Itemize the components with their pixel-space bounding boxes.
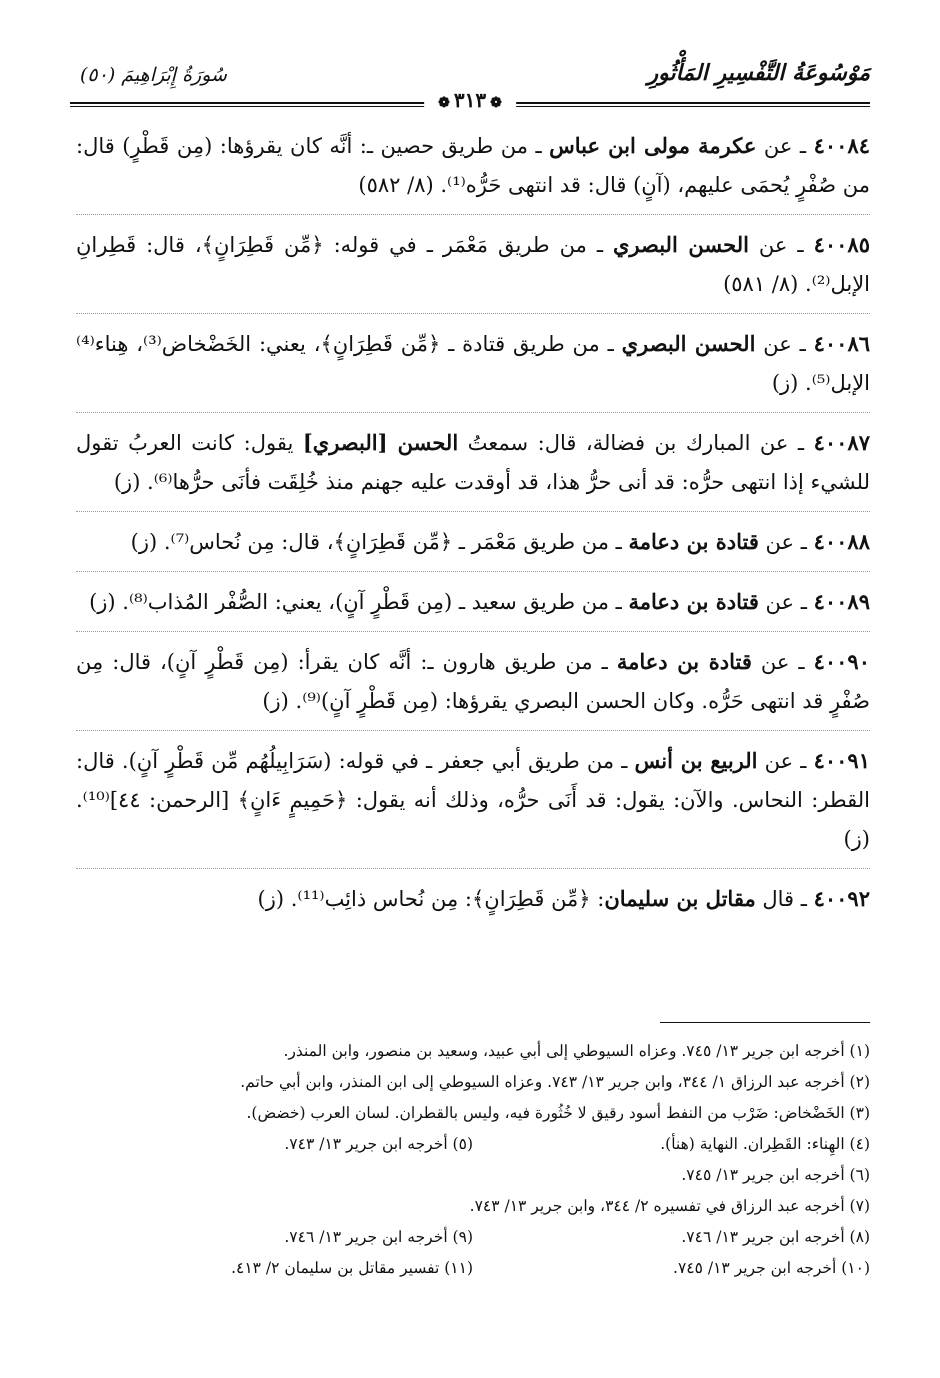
entry-text: : ﴿مِّن قَطِرَانٍ﴾: مِن نُحاس ذائِب⁽¹¹⁾. (ز) (257, 887, 605, 911)
entry-prefix: ـ عن (748, 233, 804, 257)
footnote: (٢) أخرجه عبد الرزاق ١/ ٣٤٤، وابن جرير ١٣/ ٧٤٣. وعزاه السيوطي إلى ابن المنذر، وابن أبي حاتم. (240, 1073, 870, 1091)
narration-entry (76, 879, 870, 928)
footnote-row (76, 1129, 870, 1160)
entry-text: ـ من طريق قتادة ـ ﴿مِّن قَطِرَانٍ﴾، يعني: الخَضْخاض⁽³⁾، هِناء⁽⁴⁾ الإبل⁽⁵⁾. (ز) (76, 332, 870, 395)
entry-prefix: ـ عن المبارك بن فضالة، قال: سمعتُ (458, 431, 805, 455)
footnote: (٨) أخرجه ابن جرير ١٣/ ٧٤٦. (681, 1228, 870, 1246)
narrator-name: قتادة بن دعامة (628, 589, 759, 614)
entry-number: ٤٠٠٩٠ (813, 649, 870, 674)
narration-entry (76, 582, 870, 632)
entry-number: ٤٠٠٩٢ (813, 886, 870, 911)
entry-number: ٤٠٠٨٦ (813, 331, 871, 356)
footnote-separator (660, 1022, 870, 1023)
entry-text: ـ من طريق مَعْمَر ـ في قوله: ﴿مِّن قَطِرَانٍ﴾، قال: قَطِرانِ الإبل⁽²⁾. (٨/ ٥٨١) (76, 233, 870, 296)
page-header (70, 58, 870, 112)
entry-number: ٤٠٠٩١ (813, 748, 870, 773)
footnote: (٤) الهِناء: القَطِران. النهاية (هنأ). (660, 1135, 870, 1153)
entry-number: ٤٠٠٨٩ (813, 589, 870, 614)
narrator-name: قتادة بن دعامة (616, 649, 752, 674)
narrator-name: الحسن البصري (612, 232, 749, 257)
footnote: (١١) تفسير مقاتل بن سليمان ٢/ ٤١٣. (231, 1259, 473, 1277)
footnote: (١٠) أخرجه ابن جرير ١٣/ ٧٤٥. (673, 1259, 870, 1277)
page-number-wrap (424, 88, 516, 112)
footnote: (٥) أخرجه ابن جرير ١٣/ ٧٤٣. (284, 1135, 473, 1153)
narration-entry (76, 225, 870, 314)
footnotes (76, 1036, 870, 1284)
entry-prefix: ـ قال (755, 887, 807, 911)
narration-entry (76, 126, 870, 215)
entry-text: ـ من طريق أبي جعفر ـ في قوله: (سَرَابِيلُهُم مِّن قَطْرٍ آنٍ). قال: القطر: النحاس. والآن: يقول: قد أَنَى حرُّه، وذلك أنه يقول: ﴿حَمِيمٍ ءَانٍ﴾ [الرحمن: ٤٤]⁽¹⁰⁾. (ز) (76, 749, 870, 851)
entry-text: ـ من طريق حصين ـ: أنَّه كان يقرؤها: (مِن قَطْرٍ) قال: من صُفْرٍ يُحمَى عليهم، (آنٍ) قال: قد انتهى حَرُّه⁽¹⁾. (٨/ ٥٨٢) (76, 134, 870, 197)
main-text (76, 126, 870, 938)
entry-prefix: ـ عن (755, 332, 806, 356)
page-number: ٣١٣ (453, 88, 487, 112)
entry-text: ـ من طريق سعيد ـ (مِن قَطْرٍ آنٍ)، يعني: الصُّفْر المُذاب⁽⁸⁾. (ز) (89, 590, 629, 614)
narrator-name: الربيع بن أنس (634, 748, 758, 773)
ornament-icon: ❁ (490, 95, 502, 111)
footnote: (٦) أخرجه ابن جرير ١٣/ ٧٤٥. (681, 1166, 870, 1184)
entry-number: ٤٠٠٨٧ (813, 430, 870, 455)
narrator-name: قتادة بن دعامة (628, 529, 759, 554)
entry-prefix: ـ عن (758, 530, 807, 554)
entry-text: يقول: كانت العربُ تقول للشيء إذا انتهى حرُّه: قد أنى حرُّ هذا، قد أوقدت عليه جهنم منذ خُلِقَت فأنَى حرُّها⁽⁶⁾. (ز) (76, 431, 870, 494)
sura-title: سُورَةُ إِبْرَاهِيمَ (٥٠) (80, 64, 227, 86)
entry-number: ٤٠٠٨٥ (813, 232, 870, 257)
narration-entry (76, 741, 870, 869)
footnote-row (76, 1253, 870, 1284)
entry-number: ٤٠٠٨٨ (813, 529, 870, 554)
footnote: (١) أخرجه ابن جرير ١٣/ ٧٤٥. وعزاه السيوطي إلى أبي عبيد، وسعيد بن منصور، وابن المنذر. (283, 1042, 870, 1060)
entry-text: ـ من طريق مَعْمَر ـ ﴿مِّن قَطِرَانٍ﴾، قال: مِن نُحاس⁽⁷⁾. (ز) (130, 530, 629, 554)
narrator-name: عكرمة مولى ابن عباس (549, 133, 757, 158)
entry-prefix: ـ عن (751, 650, 805, 674)
entry-prefix: ـ عن (757, 749, 807, 773)
narrator-name: الحسن [البصري] (302, 430, 459, 455)
narrator-name: الحسن البصري (621, 331, 756, 356)
narration-entry (76, 324, 870, 413)
entry-prefix: ـ عن (756, 134, 807, 158)
narration-entry (76, 642, 870, 731)
narrator-name: مقاتل بن سليمان (604, 886, 756, 911)
ornament-icon: ❁ (438, 95, 450, 111)
footnote: (٧) أخرجه عبد الرزاق في تفسيره ٢/ ٣٤٤، وابن جرير ١٣/ ٧٤٣. (469, 1197, 870, 1215)
entry-text: ـ من طريق هارون ـ: أنَّه كان يقرأ: (مِن قَطْرٍ آنٍ)، قال: مِن صُفْرٍ قد انتهى حَرُّه. وكان الحسن البصري يقرؤها: (مِن قَطْرٍ آنٍ)⁽⁹⁾. (ز) (76, 650, 870, 713)
footnote: (٣) الخَضْخاض: ضَرْب من النفط أسود رقيق لا خُثُورة فيه، وليس بالقطران. لسان العرب (خضض). (246, 1104, 870, 1122)
entry-number: ٤٠٠٨٤ (813, 133, 870, 158)
narration-entry (76, 522, 870, 572)
narration-entry (76, 423, 870, 512)
footnote-row (76, 1222, 870, 1253)
book-title: مَوْسُوعَةُ التَّفْسِيرِ المَأْثُورِ (647, 60, 870, 86)
footnote: (٩) أخرجه ابن جرير ١٣/ ٧٤٦. (284, 1228, 473, 1246)
entry-prefix: ـ عن (758, 590, 807, 614)
